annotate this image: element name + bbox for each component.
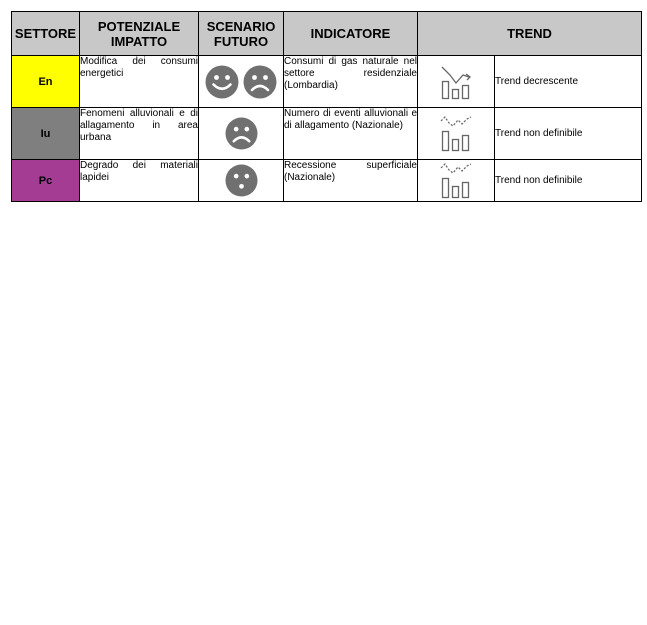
sector-code: Iu (40, 127, 51, 140)
sad-face-icon (225, 117, 258, 150)
happy-face-icon (205, 65, 239, 99)
trend-icon-cell (418, 160, 495, 202)
header-potenziale-impatto: POTENZIALE IMPATTO (80, 12, 199, 56)
scenario-cell (199, 160, 284, 202)
trend-decreasing-icon (439, 63, 473, 101)
trend-text: Trend non definibile (495, 175, 583, 186)
indicator-text: Numero di eventi alluvionali e di allagamento (Nazionale) (284, 108, 417, 131)
sad-face-icon (243, 65, 277, 99)
indicator-text: Recessione superficiale (Nazionale) (284, 160, 417, 183)
header-trend: TREND (418, 12, 642, 56)
indicator-cell (284, 160, 418, 202)
scenario-cell (199, 56, 284, 108)
table-row (12, 160, 642, 202)
table-row (12, 108, 642, 160)
header-indicatore: INDICATORE (284, 12, 418, 56)
impact-text: Modifica dei consumi energetici (80, 56, 198, 79)
sector-code: En (38, 75, 53, 88)
trend-text: Trend non definibile (495, 128, 583, 139)
impact-cell (80, 160, 199, 202)
header-settore: SETTORE (12, 12, 80, 56)
sector-code: Pc (38, 174, 53, 187)
header-scenario-futuro: SCENARIO FUTURO (199, 12, 284, 56)
impact-cell (80, 56, 199, 108)
trend-cell (495, 56, 642, 108)
header-row (12, 12, 642, 56)
trend-icon-cell (418, 108, 495, 160)
trend-undefined-icon (439, 115, 473, 153)
indicator-text: Consumi di gas naturale nel settore residenziale (Lombardia) (284, 56, 417, 91)
trend-cell (495, 160, 642, 202)
trend-undefined-icon (439, 162, 473, 200)
trend-text: Trend decrescente (495, 76, 579, 87)
indicator-cell (284, 56, 418, 108)
trend-icon-cell (418, 56, 495, 108)
indicator-cell (284, 108, 418, 160)
scenario-cell (199, 108, 284, 160)
sector-cell (12, 108, 80, 160)
impact-cell (80, 108, 199, 160)
impact-text: Fenomeni alluvionali e di allagamento in area urbana (80, 108, 198, 143)
trend-cell (495, 108, 642, 160)
sector-cell (12, 56, 80, 108)
sector-cell (12, 160, 80, 202)
surprised-face-icon (225, 164, 258, 197)
impact-table (11, 11, 642, 202)
table-row (12, 56, 642, 108)
impact-text: Degrado dei materiali lapidei (80, 160, 198, 183)
